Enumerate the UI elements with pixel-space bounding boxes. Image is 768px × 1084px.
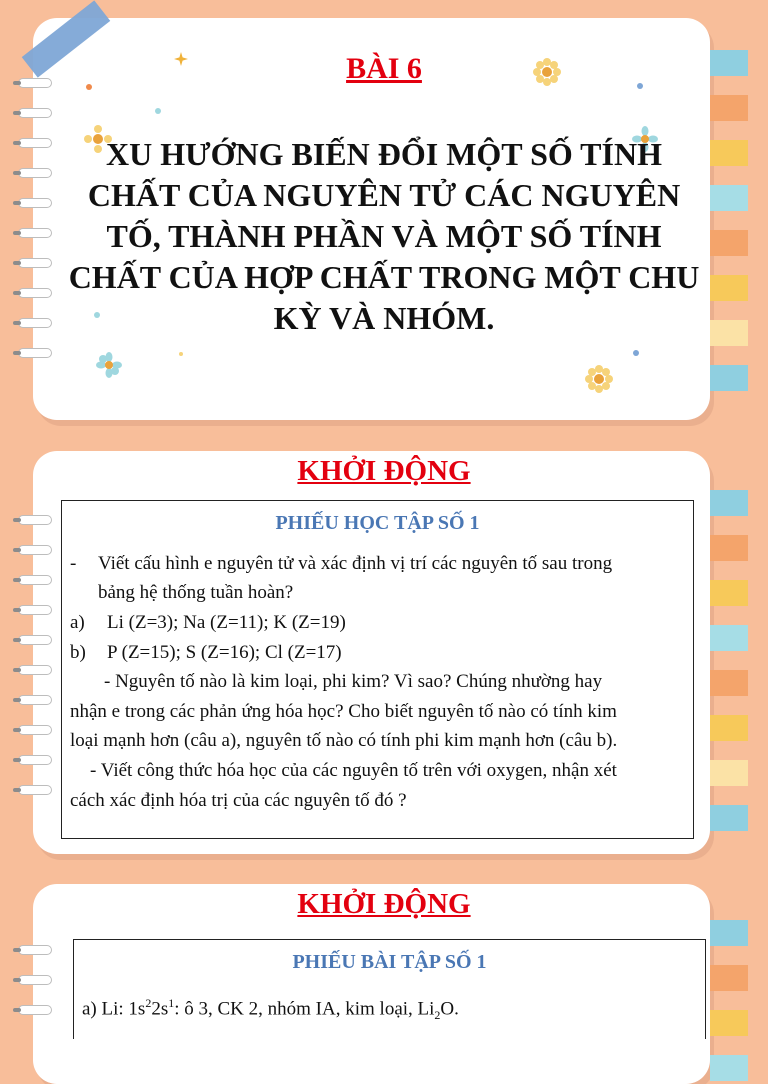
- spiral-ring: [18, 665, 52, 675]
- title-line: KỲ VÀ NHÓM.: [273, 300, 495, 336]
- lesson-title: [0, 134, 768, 339]
- side-tab: [710, 625, 748, 651]
- worksheet-title: PHIẾU HỌC TẬP SỐ 1: [275, 512, 480, 534]
- spiral-ring: [18, 725, 52, 735]
- spiral-ring: [18, 755, 52, 765]
- spiral-ring: [18, 605, 52, 615]
- side-tab: [710, 670, 748, 696]
- superscript: 1: [168, 996, 175, 1010]
- spiral-ring: [18, 108, 52, 118]
- side-tab: [710, 715, 748, 741]
- title-line: TỐ, THÀNH PHẦN VÀ MỘT SỐ TÍNH: [106, 218, 662, 254]
- subscript: 2: [434, 1008, 441, 1023]
- spiral-ring: [18, 785, 52, 795]
- spiral-ring: [18, 348, 52, 358]
- answer-part: a) Li: 1s: [82, 998, 146, 1020]
- side-tab: [710, 1055, 748, 1081]
- title-line: XU HƯỚNG BIẾN ĐỔI MỘT SỐ TÍNH: [106, 136, 662, 172]
- section-heading: KHỞI ĐỘNG: [297, 455, 471, 487]
- spiral-ring: [18, 575, 52, 585]
- section-heading: KHỞI ĐỘNG: [297, 888, 471, 920]
- question-text: loại mạnh hơn (câu a), nguyên tố nào có tính phi kim mạnh hơn (câu b).: [70, 730, 618, 751]
- question-text: cách xác định hóa trị của các nguyên tố đó ?: [70, 790, 407, 811]
- side-tab: [710, 965, 748, 991]
- item-label: b): [70, 642, 86, 663]
- dot-decoration: [155, 108, 161, 114]
- spiral-ring: [18, 695, 52, 705]
- side-tab: [710, 95, 748, 121]
- blue-flower-icon: [96, 352, 122, 378]
- item-label: a): [70, 612, 85, 633]
- answer-part: O.: [440, 998, 459, 1020]
- lesson-number: BÀI 6: [346, 52, 422, 85]
- title-line: CHẤT CỦA HỢP CHẤT TRONG MỘT CHU: [68, 259, 700, 295]
- item-text: P (Z=15); S (Z=16); Cl (Z=17): [107, 642, 342, 663]
- dot-decoration: [179, 352, 183, 356]
- side-tab: [710, 365, 748, 391]
- side-tab: [710, 580, 748, 606]
- flower-icon: [585, 365, 613, 393]
- side-tab: [710, 805, 748, 831]
- spiral-ring: [18, 635, 52, 645]
- answer-part: : ô 3, CK 2, nhóm IA, kim loại, Li: [174, 998, 435, 1020]
- spiral-ring: [18, 545, 52, 555]
- answer-part: 2s: [151, 998, 169, 1020]
- question-text: Viết cấu hình e nguyên tử và xác định vị trí các nguyên tố sau trong: [98, 553, 613, 574]
- question-text: - Viết công thức hóa học của các nguyên tố trên với oxygen, nhận xét: [90, 760, 617, 781]
- question-text: bảng hệ thống tuần hoàn?: [98, 582, 294, 603]
- bullet-dash: -: [70, 553, 77, 574]
- spiral-ring: [18, 945, 52, 955]
- dot-decoration: [633, 350, 639, 356]
- title-line: CHẤT CỦA NGUYÊN TỬ CÁC NGUYÊN: [87, 177, 681, 213]
- side-tab: [710, 760, 748, 786]
- worksheet-box: [61, 500, 694, 839]
- spiral-ring: [18, 515, 52, 525]
- side-tab: [710, 535, 748, 561]
- superscript: 2: [145, 996, 152, 1010]
- item-text: Li (Z=3); Na (Z=11); K (Z=19): [107, 612, 346, 633]
- question-text: - Nguyên tố nào là kim loại, phi kim? Vì sao? Chúng nhường hay: [104, 671, 603, 692]
- side-tab: [710, 490, 748, 516]
- worksheet-title: PHIẾU BÀI TẬP SỐ 1: [292, 951, 487, 973]
- spiral-ring: [18, 975, 52, 985]
- side-tab: [710, 1010, 748, 1036]
- answer-box: [73, 939, 706, 1039]
- side-tab: [710, 920, 748, 946]
- spiral-ring: [18, 1005, 52, 1015]
- question-text: nhận e trong các phản ứng hóa học? Cho biết nguyên tố nào có tính kim: [70, 701, 617, 722]
